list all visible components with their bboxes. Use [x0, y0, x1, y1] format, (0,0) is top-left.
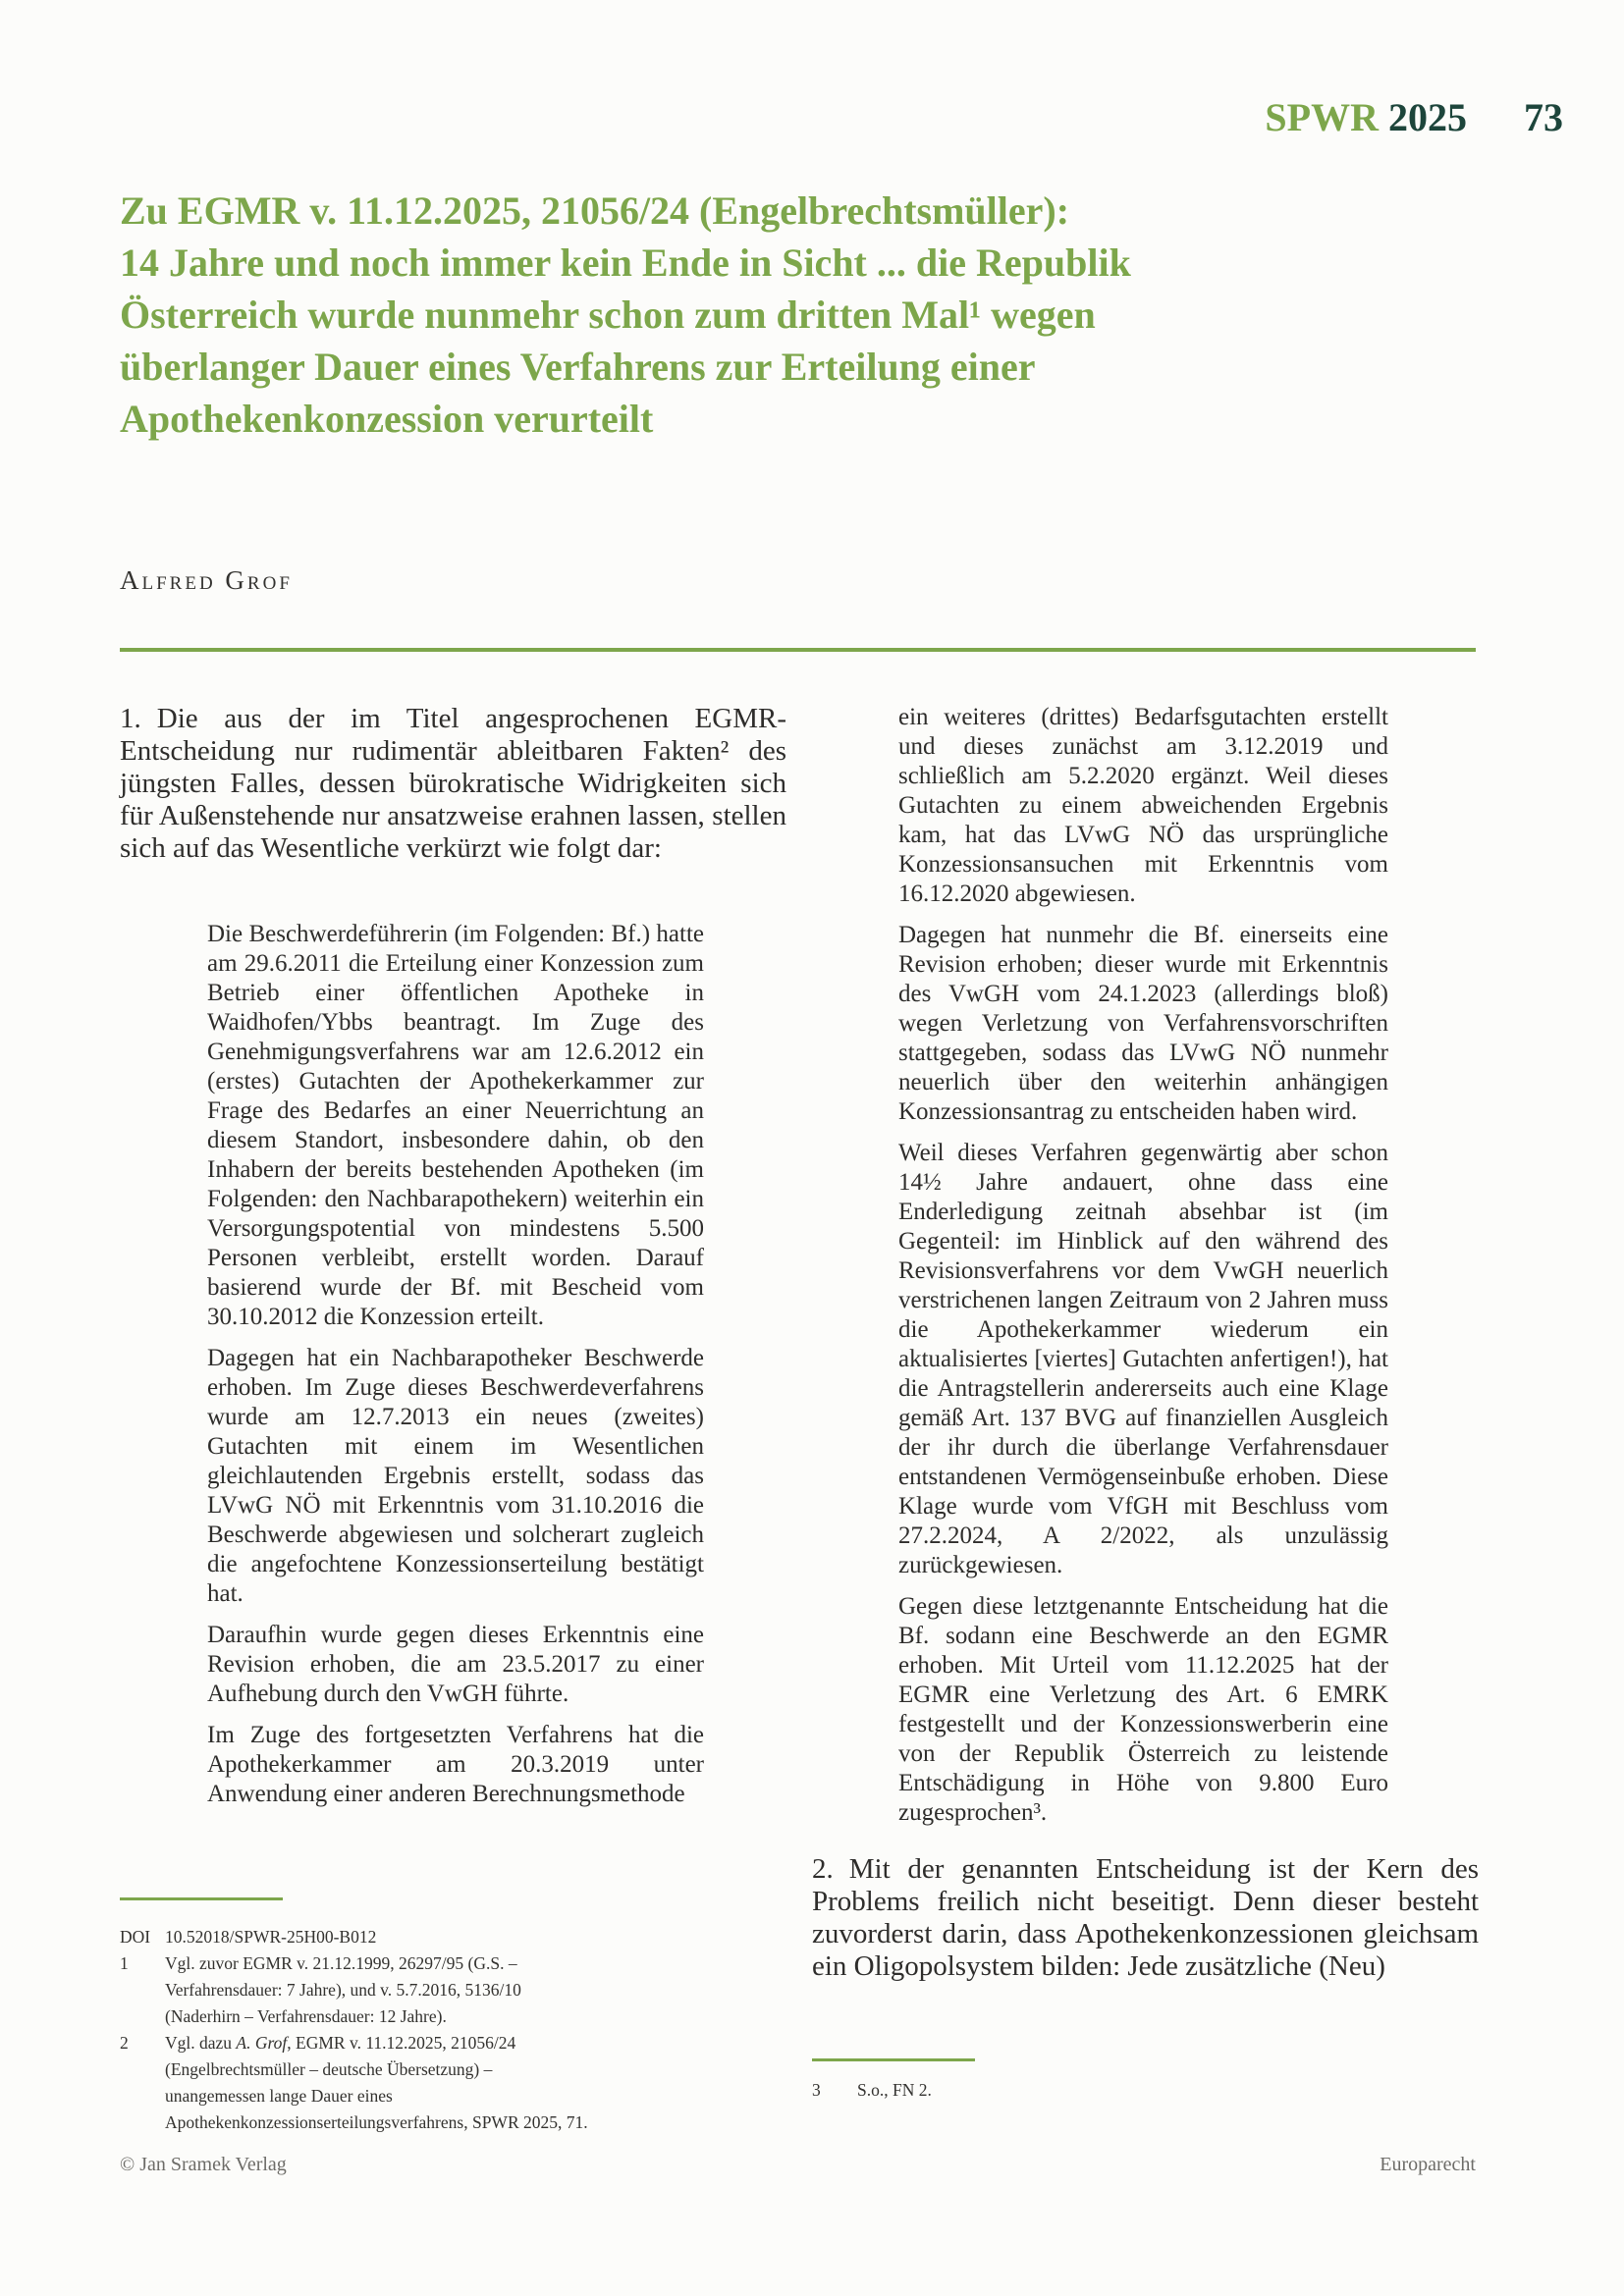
article-title [120, 185, 1534, 445]
title-line: 14 Jahre und noch immer kein Ende in Sicht ... die Republik [120, 240, 1131, 285]
block-paragraph: Im Zuge des fortgesetzten Verfahrens hat die Apothekerkammer am 20.3.2019 unter Anwendung einer anderen Berechnungsmethode [207, 1722, 704, 1807]
footnote-author-italic: A. Grof [236, 2033, 288, 2053]
block-paragraph: ein weiteres (drittes) Bedarfsgutachten erstellt und dieses zunächst am 3.12.2019 und schließlich am 5.2.2020 ergänzt. Weil dieses Gutachten zu einem abweichenden Ergebnis kam, hat das LVwG NÖ das ursprüngliche Konzessionsansuchen mit Erkenntnis vom 16.12.2020 abgewiesen. [898, 704, 1388, 907]
footnote-doi [120, 1924, 786, 1950]
footnote-number: 2 [120, 2033, 129, 2053]
paragraph-number: 1. [120, 703, 141, 734]
footnote-text-suffix: , EGMR v. 11.12.2025, 21056/24 (Engelbrechtsmüller – deutsche Übersetzung) – unangemessen lange Dauer eines Apothekenkonzessionserteilungsverfahrens, SPWR 2025, 71. [165, 2033, 588, 2132]
body-paragraph-2 [812, 1853, 1479, 1983]
footnote-number: 1 [120, 1953, 129, 1973]
footnote-item-1 [120, 1950, 786, 2030]
title-line: Zu EGMR v. 11.12.2025, 21056/24 (Engelbrechtsmüller): [120, 188, 1070, 233]
journal-year: 2025 [1388, 95, 1467, 139]
footnote-item-2 [120, 2030, 786, 2136]
section-label: Europarecht [1380, 2154, 1476, 2175]
footnote-text-prefix: Vgl. dazu [165, 2033, 237, 2053]
left-column [120, 703, 786, 1809]
footnotes-left [120, 1897, 786, 2136]
footnote-text: S.o., FN 2. [857, 2080, 932, 2100]
footnote-item-3 [812, 2077, 1479, 2104]
block-paragraph: Die Beschwerdeführerin (im Folgenden: Bf.) hatte am 29.6.2011 die Erteilung einer Konzession zum Betrieb einer öffentlichen Apotheke in Waidhofen/Ybbs beantragt. Im Zuge des Genehmigungsverfahrens war am 12.6.2012 ein (erstes) Gutachten der Apothekerkammer zur Frage des Bedarfes an einer Neuerrichtung an diesem Standort, insbesondere dahin, ob den Inhabern der bereits bestehenden Apotheken (im Folgenden: den Nachbarapothekern) weiterhin ein Versorgungspotential von mindestens 5.500 Personen verbleibt, erstellt worden. Darauf basierend wurde der Bf. mit Bescheid vom 30.10.2012 die Konzession erteilt. [207, 921, 704, 1330]
title-line: überlanger Dauer eines Verfahrens zur Erteilung einer [120, 345, 1036, 389]
block-paragraph: Dagegen hat nunmehr die Bf. einerseits eine Revision erhoben; dieser wurde mit Erkenntnis des VwGH vom 24.1.2023 (allerdings bloß) wegen Verletzung von Verfahrensvorschriften stattgegeben, sodass das LVwG NÖ nunmehr neuerlich über den weiterhin anhängigen Konzessionsantrag zu entscheiden haben wird. [898, 922, 1388, 1125]
author-name: Alfred Grof [120, 565, 293, 595]
right-column [812, 703, 1479, 1983]
page-footer [120, 2154, 1476, 2176]
paragraph-number: 2. [812, 1853, 834, 1885]
footnote-text [165, 2030, 589, 2136]
footnote-rule [120, 1897, 283, 1900]
footnote-rule [812, 2058, 975, 2061]
body-paragraph-1 [120, 703, 786, 865]
block-paragraph: Weil dieses Verfahren gegenwärtig aber schon 14½ Jahre andauert, ohne dass eine Enderledigung zeitnah absehbar ist (im Gegenteil: im Hinblick auf den während des Revisionsverfahrens vor dem VwGH neuerlich verstrichenen langen Zeitraum von 2 Jahren muss die Apothekerkammer wiederum ein aktualisiertes [viertes] Gutachten anfertigen!), hat die Antragstellerin andererseits auch eine Klage gemäß Art. 137 BVG auf finanziellen Ausgleich der ihr durch die überlange Verfahrensdauer entstandenen Vermögenseinbuße erhoben. Diese Klage wurde vom VfGH mit Beschluss vom 27.2.2024, A 2/2022, als unzulässig zurückgewiesen. [898, 1140, 1388, 1578]
block-paragraph: Gegen diese letztgenannte Entscheidung hat die Bf. sodann eine Beschwerde an den EGMR erhoben. Mit Urteil vom 11.12.2025 hat der EGMR eine Verletzung des Art. 6 EMRK festgestellt und der Konzessionswerberin eine von der Republik Österreich zu leistende Entschädigung in Höhe von 9.800 Euro zugesprochen³. [898, 1593, 1388, 1826]
doi-label: DOI [120, 1927, 151, 1947]
title-line: Apothekenkonzession verurteilt [120, 397, 654, 441]
paragraph-text: Mit der genannten Entscheidung ist der Kern des Problems freilich nicht beseitigt. Denn dieser besteht zuvorderst darin, dass Apothekenkonzessionen gleichsam ein Oligopolsystem bilden: Jede zusätzliche (Neu) [812, 1853, 1479, 1982]
title-line: Österreich wurde nunmehr schon zum dritten Mal¹ wegen [120, 293, 1096, 337]
running-head [0, 96, 1563, 139]
journal-name: SPWR [1265, 95, 1379, 139]
footnote-number: 3 [812, 2080, 821, 2100]
block-paragraph: Dagegen hat ein Nachbarapotheker Beschwerde erhoben. Im Zuge dieses Beschwerdeverfahrens wurde am 12.7.2013 ein neues (zweites) Gutachten mit einem im Wesentlichen gleichlautenden Ergebnis erstellt, sodass das LVwG NÖ mit Erkenntnis vom 31.10.2016 die Beschwerde abgewiesen und solcherart zugleich die angefochtene Konzessionserteilung bestätigt hat. [207, 1345, 704, 1607]
copyright-text: © Jan Sramek Verlag [120, 2154, 287, 2175]
divider-rule [120, 648, 1476, 652]
block-paragraph: Daraufhin wurde gegen dieses Erkenntnis eine Revision erhoben, die am 23.5.2017 zu einer Aufhebung durch den VwGH führte. [207, 1622, 704, 1707]
paragraph-text: Die aus der im Titel angesprochenen EGMR-Entscheidung nur rudimentär ableitbaren Fakten² des jüngsten Falles, dessen bürokratische Widrigkeiten sich für Außenstehende nur ansatzweise erahnen lassen, stellen sich auf das Wesentliche verkürzt wie folgt dar: [120, 703, 786, 864]
doi-value: 10.52018/SPWR-25H00-B012 [165, 1927, 377, 1947]
page-number: 73 [1524, 95, 1563, 139]
footnote-text: Vgl. zuvor EGMR v. 21.12.1999, 26297/95 (G.S. – Verfahrensdauer: 7 Jahre), und v. 5.7.2016, 5136/10 (Naderhirn – Verfahrensdauer: 12 Jahre). [165, 1953, 521, 2026]
footnotes-right [812, 2058, 1479, 2104]
